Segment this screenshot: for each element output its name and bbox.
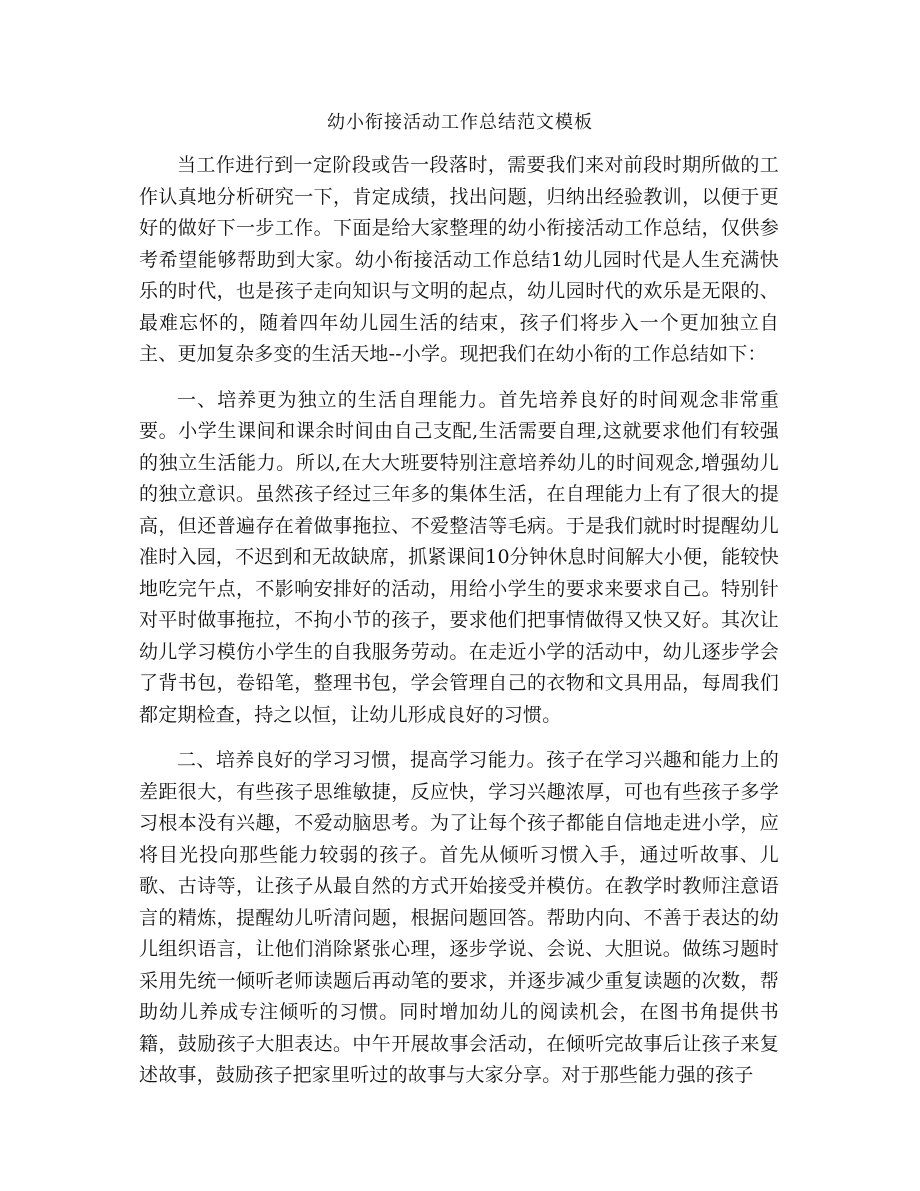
paragraph-section-2: 二、培养良好的学习习惯，提高学习能力。孩子在学习兴趣和能力上的差距很大，有些孩子思维敏捷，反应快，学习兴趣浓厚，可也有些孩子多学习根本没有兴趣，不爱动脑思考。为了让每个孩子都能自信地走进小学，应将目光投向那些能力较弱的孩子。首先从倾听习惯入手，通过听故事、儿歌、古诗等，让孩子从最自然的方式开始接受并模仿。在教学时教师注意语言的精炼，提醒幼儿听清问题，根据问题回答。帮助内向、不善于表达的幼儿组织语言，让他们消除紧张心理，逐步学说、会说、大胆说。做练习题时采用先统一倾听老师读题后再动笔的要求，并逐步减少重复读题的次数，帮助幼儿养成专注倾听的习惯。同时增加幼儿的阅读机会，在图书角提供书籍，鼓励孩子大胆表达。中午开展故事会活动，在倾听完故事后让孩子来复述故事，鼓励孩子把家里听过的故事与大家分享。对于那些能力强的孩子 — [139, 749, 779, 1086]
document-title: 幼小衔接活动工作总结范文模板 — [327, 112, 593, 133]
paragraph-intro: 当工作进行到一定阶段或告一段落时，需要我们来对前段时期所做的工作认真地分析研究一下，肯定成绩，找出问题，归纳出经验教训，以便于更好的做好下一步工作。下面是给大家整理的幼小衔接活动工作总结，仅供参考希望能够帮助到大家。幼小衔接活动工作总结1幼儿园时代是人生充满快乐的时代，也是孩子走向知识与文明的起点，幼儿园时代的欢乐是无限的、最难忘怀的，随着四年幼儿园生活的结束，孩子们将步入一个更加独立自主、更加复杂多变的生活天地--小学。现把我们在幼小衔的工作总结如下： — [139, 154, 779, 365]
paragraph-section-1: 一、培养更为独立的生活自理能力。首先培养良好的时间观念非常重要。小学生课间和课余时间由自己支配,生活需要自理,这就要求他们有较强的独立生活能力。所以,在大大班要特别注意培养幼儿的时间观念,增强幼儿的独立意识。虽然孩子经过三年多的集体生活，在自理能力上有了很大的提高，但还普遍存在着做事拖拉、不爱整洁等毛病。于是我们就时时提醒幼儿准时入园，不迟到和无故缺席，抓紧课间10分钟休息时间解大小便，能较快地吃完午点，不影响安排好的活动，用给小学生的要求来要求自己。特别针对平时做事拖拉，不拘小节的孩子，要求他们把事情做得又快又好。其次让幼儿学习模仿小学生的自我服务劳动。在走近小学的活动中，幼儿逐步学会了背书包，卷铅笔，整理书包，学会管理自己的衣物和文具用品，每周我们都定期检查，持之以恒，让幼儿形成良好的习惯。 — [139, 388, 779, 726]
document-body — [139, 150, 779, 1106]
